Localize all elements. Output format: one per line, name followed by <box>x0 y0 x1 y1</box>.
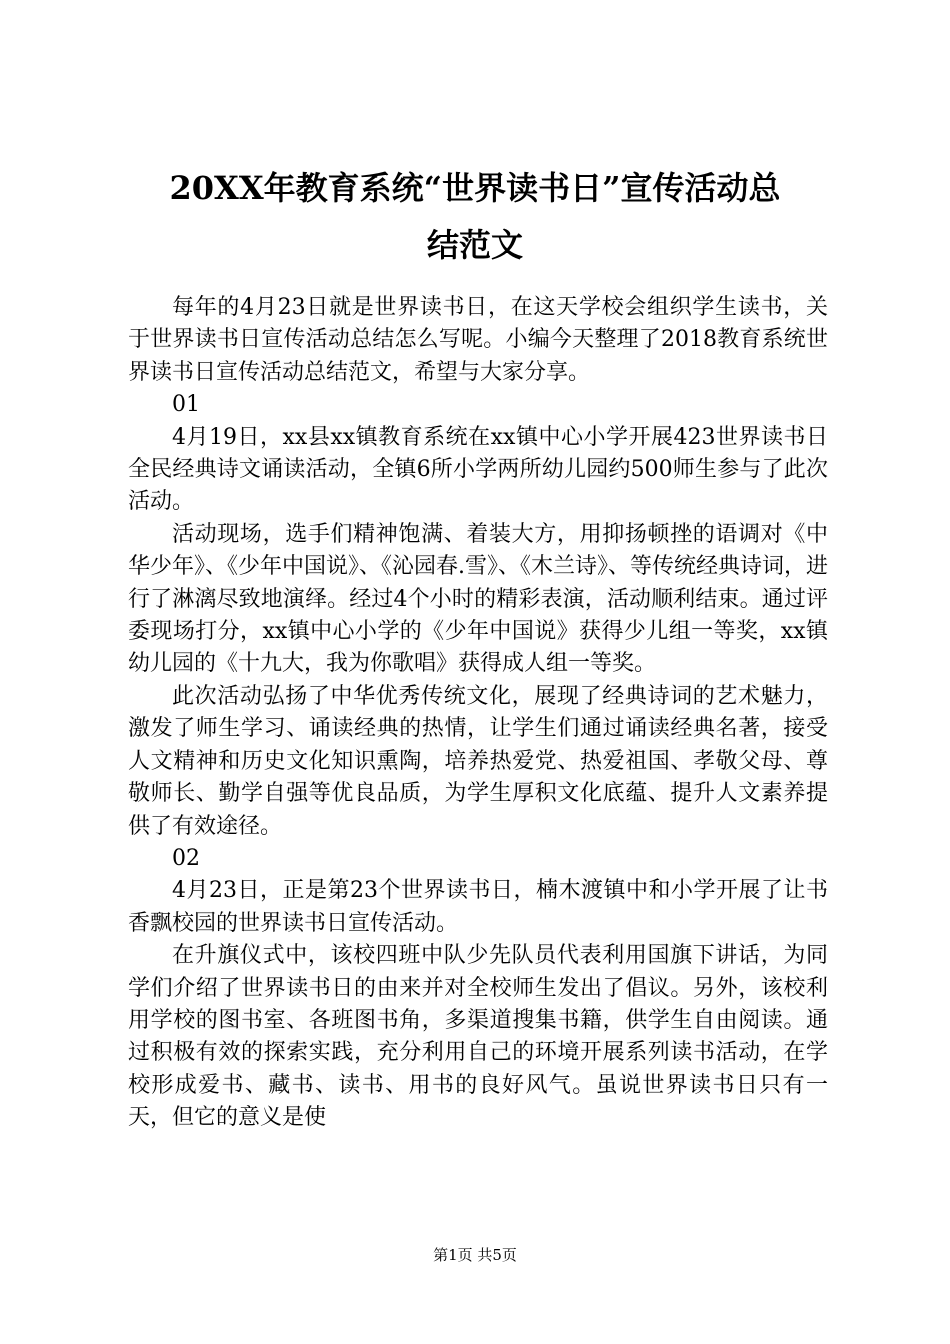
section-number-02: 02 <box>172 845 200 871</box>
paragraph: 在升旗仪式中，该校四班中队少先队员代表利用国旗下讲话，为同学们介绍了世界读书日的由来并对全校师生发出了倡议。另外，该校利用学校的图书室、各班图书角，多渠道搜集书籍，供学生自由阅读。通过积极有效的探索实践，充分利用自己的环境开展系列读书活动，在学校形成爱书、藏书、读书、用书的良好风气。虽说世界读书日只有一天，但它的意义是使 <box>128 943 828 1131</box>
document-title <box>120 160 830 274</box>
title-line-1: 20XX年教育系统“世界读书日”宣传活动总 <box>169 169 781 207</box>
title-line-2: 结范文 <box>426 226 523 264</box>
section-number-01: 01 <box>172 392 200 418</box>
paragraph: 此次活动弘扬了中华优秀传统文化，展现了经典诗词的艺术魅力，激发了师生学习、诵读经典的热情，让学生们通过诵读经典名著，接受人文精神和历史文化知识熏陶，培养热爱党、热爱祖国、孝敬父母、尊敬师长、勤学自强等优良品质，为学生厚积文化底蕴、提升人文素养提供了有效途径。 <box>128 683 828 839</box>
paragraph: 4月23日，正是第23个世界读书日，楠木渡镇中和小学开展了让书香飘校园的世界读书日宣传活动。 <box>128 878 828 936</box>
paragraph: 4月19日，xx县xx镇教育系统在xx镇中心小学开展423世界读书日全民经典诗文诵读活动，全镇6所小学两所幼儿园约500师生参与了此次活动。 <box>128 424 828 515</box>
paragraph: 活动现场，选手们精神饱满、着装大方，用抑扬顿挫的语调对《中华少年》、《少年中国说》、《沁园春.雪》、《木兰诗》、等传统经典诗词，进行了淋漓尽致地演绎。经过4个小时的精彩表演，活动顺利结束。通过评委现场打分，xx镇中心小学的《少年中国说》获得少儿组一等奖，xx镇幼儿园的《十九大，我为你歌唱》获得成人组一等奖。 <box>128 521 828 677</box>
document-body <box>128 292 828 1135</box>
page-footer: 第1页 共5页 <box>433 1246 517 1264</box>
intro-paragraph: 每年的4月23日就是世界读书日，在这天学校会组织学生读书，关于世界读书日宣传活动总结怎么写呢。小编今天整理了2018教育系统世界读书日宣传活动总结范文，希望与大家分享。 <box>128 295 828 385</box>
